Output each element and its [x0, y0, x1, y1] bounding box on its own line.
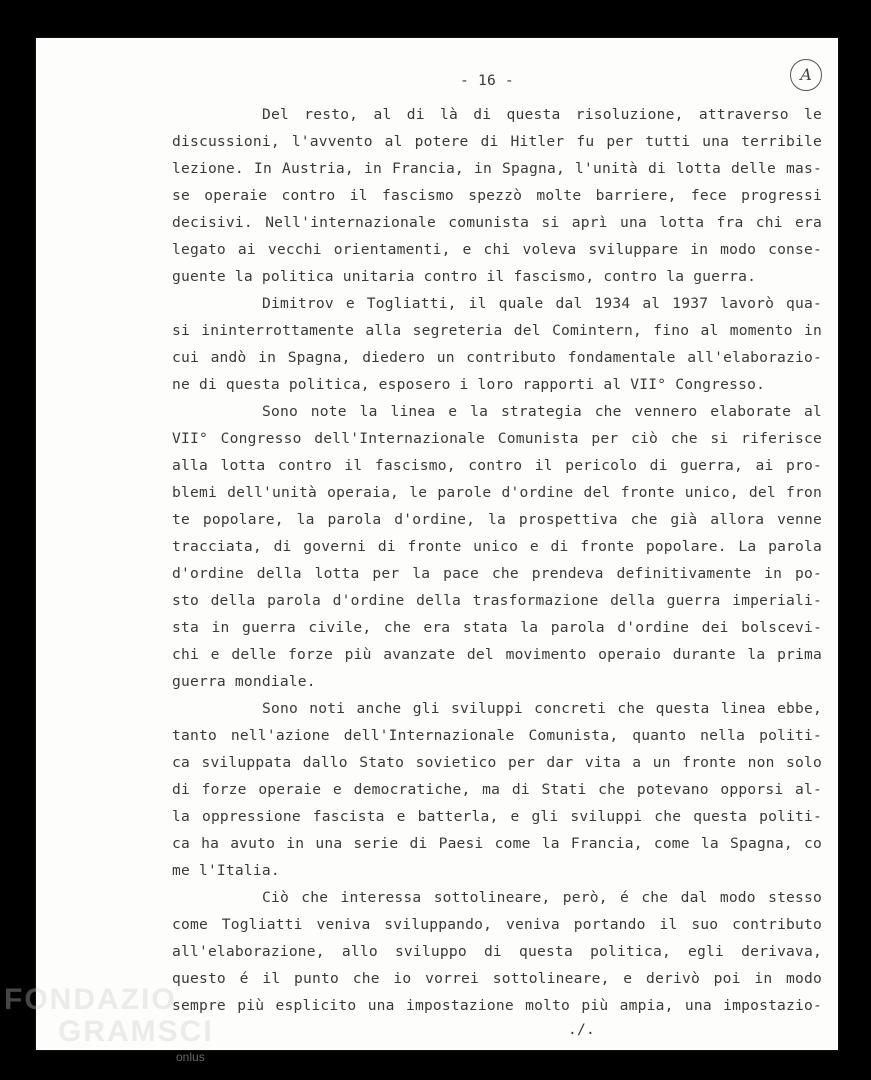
text-line: se operaie contro il fascismo spezzò molte barriere, fece progressi	[172, 187, 822, 204]
archive-stamp: A	[790, 59, 822, 91]
continuation-mark: ./.	[568, 1021, 595, 1038]
text-line: guente la politica unitaria contro il fascismo, contro la guerra.	[172, 268, 757, 285]
text-line: ca ha avuto in una serie di Paesi come la Francia, come la Spagna, co	[172, 835, 822, 852]
text-line: di forze operaie e democratiche, ma di Stati che potevano opporsi al-	[172, 781, 822, 798]
text-line: sta in guerra civile, che era stata la parola d'ordine dei bolscevi-	[172, 619, 822, 636]
text-line: blemi dell'unità operaia, le parole d'ordine del fronte unico, del fron	[172, 484, 822, 501]
text-line: d'ordine della lotta per la pace che prendeva definitivamente in po-	[172, 565, 822, 582]
watermark-line-3: onlus	[176, 1050, 205, 1064]
text-line: cui andò in Spagna, diedero un contributo fondamentale all'elaborazio-	[172, 349, 822, 366]
text-line: come Togliatti veniva sviluppando, veniva portando il suo contributo	[172, 916, 822, 933]
text-line: chi e delle forze più avanzate del movimento operaio durante la prima	[172, 646, 822, 663]
text-line: guerra mondiale.	[172, 673, 316, 690]
text-line: lezione. In Austria, in Francia, in Spagna, l'unità di lotta delle mas-	[172, 160, 822, 177]
text-line: Sono note la linea e la strategia che vennero elaborate al	[262, 403, 822, 420]
text-line: Sono noti anche gli sviluppi concreti che questa linea ebbe,	[262, 700, 822, 717]
watermark-line-1: FONDAZIO	[4, 983, 177, 1016]
text-line: ne di questa politica, esposero i loro rapporti al VII° Congresso.	[172, 376, 766, 393]
watermark-line-2: GRAMSCI	[58, 1015, 214, 1048]
text-line: me l'Italia.	[172, 862, 280, 879]
text-line: legato ai vecchi orientamenti, e chi voleva sviluppare in modo conse-	[172, 241, 822, 258]
page-number: - 16 -	[460, 72, 514, 89]
text-line: tanto nell'azione dell'Internazionale Comunista, quanto nella politi-	[172, 727, 822, 744]
text-line: alla lotta contro il fascismo, contro il pericolo di guerra, ai pro-	[172, 457, 822, 474]
text-line: Ciò che interessa sottolineare, però, é che dal modo stesso	[262, 889, 822, 906]
text-line: te popolare, la parola d'ordine, la prospettiva che già allora venne	[172, 511, 822, 528]
text-line: all'elaborazione, allo sviluppo di questa politica, egli derivava,	[172, 943, 822, 960]
text-line: tracciata, di governi di fronte unico e di fronte popolare. La parola	[172, 538, 822, 555]
text-line: la oppressione fascista e batterla, e gli sviluppi che questa politi-	[172, 808, 822, 825]
text-line: discussioni, l'avvento al potere di Hitler fu per tutti una terribile	[172, 133, 822, 150]
text-line: decisivi. Nell'internazionale comunista si aprì una lotta fra chi era	[172, 214, 822, 231]
text-line: sempre più esplicito una impostazione molto più ampia, una impostazio-	[172, 997, 822, 1014]
text-line: questo é il punto che io vorrei sottolineare, e derivò poi in modo	[172, 970, 822, 987]
text-line: VII° Congresso dell'Internazionale Comunista per ciò che si riferisce	[172, 430, 822, 447]
text-line: Del resto, al di là di questa risoluzione, attraverso le	[262, 106, 822, 123]
text-line: si ininterrottamente alla segreteria del Comintern, fino al momento in	[172, 322, 822, 339]
text-line: sto della parola d'ordine della trasformazione della guerra imperiali-	[172, 592, 822, 609]
text-line: Dimitrov e Togliatti, il quale dal 1934 al 1937 lavorò qua-	[262, 295, 822, 312]
text-line: ca sviluppata dallo Stato sovietico per dar vita a un fronte non solo	[172, 754, 822, 771]
